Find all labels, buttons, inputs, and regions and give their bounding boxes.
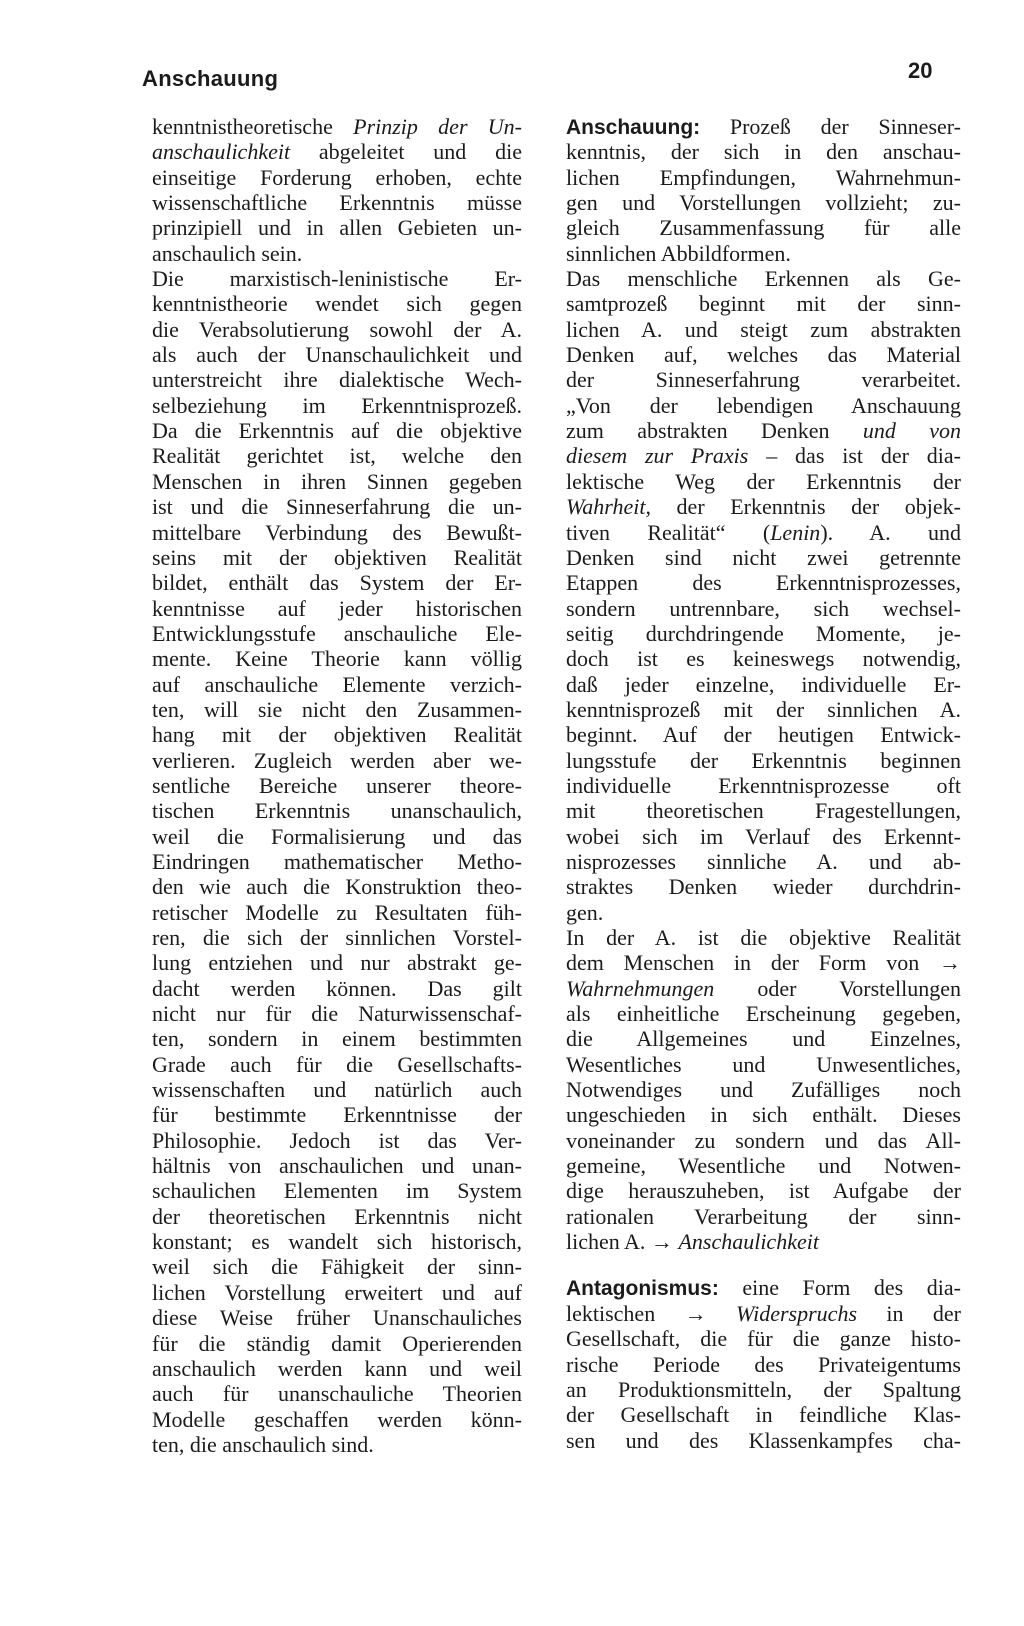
- text-line: kenntnisprozeß mit der sinnlichen A.: [566, 696, 961, 722]
- left-column: [152, 114, 522, 1457]
- text-line: bildet, enthält das System der Er-: [152, 570, 522, 596]
- text-line: anschaulich sein.: [152, 240, 303, 266]
- text-line: unterstreicht ihre dialektische Wech-: [152, 367, 522, 393]
- text-line: schaulichen Elementen im System: [152, 1178, 522, 1204]
- text-line: hang mit der objektiven Realität: [152, 722, 522, 748]
- text-line: der Sinneserfahrung verarbeitet.: [566, 367, 961, 393]
- text-line: verlieren. Zugleich werden aber we-: [152, 747, 522, 773]
- text-line: Modelle geschaffen werden könn-: [152, 1406, 522, 1432]
- text-line: an Produktionsmitteln, der Spaltung: [566, 1376, 961, 1402]
- text-line: zum abstrakten Denken und von: [566, 418, 962, 444]
- text-line: Wahrheit, der Erkenntnis der objek-: [566, 494, 961, 520]
- page-number: 20: [908, 58, 933, 83]
- text-line: individuelle Erkenntnisprozesse oft: [566, 772, 961, 798]
- text-line: als einheitliche Erscheinung gegeben,: [566, 1001, 961, 1027]
- text-line: voneinander zu sondern und das All-: [566, 1127, 961, 1153]
- text-line: dacht werden können. Das gilt: [152, 975, 522, 1001]
- text-line: weil sich die Fähigkeit der sinn-: [152, 1254, 522, 1280]
- text-line: diese Weise früher Unanschauliches: [152, 1305, 522, 1331]
- text-line: wissenschaften und natürlich auch: [152, 1077, 522, 1103]
- text-line: lungsstufe der Erkenntnis beginnen: [566, 747, 961, 773]
- text-line: lung entziehen und nur abstrakt ge-: [152, 950, 522, 976]
- text-line: Entwicklungsstufe anschauliche Ele-: [152, 620, 522, 646]
- text-line: Notwendiges und Zufälliges noch: [566, 1077, 961, 1103]
- text-line: In der A. ist die objektive Realität: [566, 925, 961, 950]
- text-line: straktes Denken wieder durchdrin-: [566, 874, 961, 900]
- text-line: kenntnis, der sich in den anschau-: [566, 139, 961, 165]
- text-line: ten, will sie nicht den Zusammen-: [152, 696, 522, 722]
- text-line: der theoretischen Erkenntnis nicht: [152, 1203, 522, 1229]
- text-line: lichen Empfindungen, Wahrnehmun-: [566, 164, 961, 190]
- text-line: tiven Realität“ (Lenin). A. und: [566, 519, 961, 545]
- text-line: für die ständig damit Operierenden: [152, 1330, 522, 1356]
- text-line: Antagonismus: eine Form des dia-: [566, 1275, 961, 1301]
- text-line: ten, sondern in einem bestimmten: [152, 1026, 522, 1052]
- text-line: der Gesellschaft in feindliche Klas-: [566, 1402, 961, 1428]
- text-line: Die marxistisch-leninistische Er-: [152, 266, 522, 292]
- text-line: sen und des Klassenkampfes cha-: [566, 1427, 961, 1453]
- text-line: Grade auch für die Gesellschafts-: [152, 1051, 522, 1077]
- text-line: Wahrnehmungen oder Vorstellungen: [566, 975, 961, 1001]
- text-line: Das menschliche Erkennen als Ge-: [566, 266, 961, 292]
- text-line: prinzipiell und in allen Gebieten un-: [152, 215, 522, 241]
- text-line: kenntnisse auf jeder historischen: [152, 595, 522, 621]
- text-line: doch ist es keineswegs notwendig,: [566, 646, 961, 672]
- text-line: Menschen in ihren Sinnen gegeben: [152, 468, 522, 494]
- text-line: diesem zur Praxis – das ist der dia-: [566, 443, 962, 469]
- text-line: lektische Weg der Erkenntnis der: [566, 468, 961, 494]
- text-line: nisprozesses sinnliche A. und ab-: [566, 848, 961, 874]
- text-line: konstant; es wandelt sich historisch,: [152, 1229, 522, 1255]
- text-line: mittelbare Verbindung des Bewußt-: [152, 519, 522, 545]
- text-line: anschaulichkeit abgeleitet und die: [152, 139, 522, 165]
- text-line: sinnlichen Abbildformen.: [566, 240, 791, 266]
- text-line: auch für unanschauliche Theorien: [152, 1381, 522, 1407]
- text-line: gen.: [566, 899, 604, 925]
- text-line: retischer Modelle zu Resultaten füh-: [152, 899, 522, 925]
- text-line: daß jeder einzelne, individuelle Er-: [566, 671, 961, 697]
- text-line: gemeine, Wesentliche und Notwen-: [566, 1153, 961, 1179]
- text-line: gen und Vorstellungen vollzieht; zu-: [566, 190, 961, 216]
- running-head: Anschauung: [142, 66, 279, 91]
- text-line: Anschauung: Prozeß der Sinneser-: [566, 114, 961, 139]
- text-line: die Verabsolutierung sowohl der A.: [152, 316, 522, 342]
- text-line: die Allgemeines und Einzelnes,: [566, 1026, 961, 1052]
- text-line: lichen Vorstellung erweitert und auf: [152, 1279, 522, 1305]
- text-line: kenntnistheoretische Prinzip der Un-: [152, 114, 523, 139]
- text-line: rationalen Verarbeitung der sinn-: [566, 1203, 961, 1229]
- text-line: den wie auch die Konstruktion theo-: [152, 874, 522, 900]
- text-line: ungeschieden in sich enthält. Dieses: [566, 1102, 961, 1128]
- text-line: ist und die Sinneserfahrung die un-: [152, 494, 522, 520]
- right-column: [566, 114, 961, 1453]
- text-line: samtprozeß beginnt mit der sinn-: [566, 291, 961, 317]
- text-line: seins mit der objektiven Realität: [152, 544, 522, 570]
- text-line: seitig durchdringende Momente, je-: [566, 620, 961, 646]
- text-line: lichen A. → Anschaulichkeit: [566, 1229, 819, 1255]
- text-line: Etappen des Erkenntnisprozesses,: [566, 570, 961, 596]
- text-line: sentliche Bereiche unserer theore-: [152, 772, 522, 798]
- text-line: dige herauszuheben, ist Aufgabe der: [566, 1178, 961, 1204]
- text-line: selbeziehung im Erkenntnisprozeß.: [152, 392, 522, 418]
- text-line: sondern untrennbare, sich wechsel-: [566, 595, 961, 621]
- text-line: „Von der lebendigen Anschauung: [566, 392, 961, 418]
- text-line: dem Menschen in der Form von →: [566, 950, 961, 976]
- text-line: Denken sind nicht zwei getrennte: [566, 544, 961, 570]
- text-line: kenntnistheorie wendet sich gegen: [152, 291, 522, 317]
- text-line: nicht nur für die Naturwissenschaf-: [152, 1001, 522, 1027]
- text-line: mit theoretischen Fragestellungen,: [566, 798, 961, 824]
- text-line: beginnt. Auf der heutigen Entwick-: [566, 722, 961, 748]
- entry-gap: [566, 1254, 961, 1275]
- text-line: einseitige Forderung erhoben, echte: [152, 164, 522, 190]
- text-line: Philosophie. Jedoch ist das Ver-: [152, 1127, 522, 1153]
- text-line: Eindringen mathematischer Metho-: [152, 848, 522, 874]
- text-line: Gesellschaft, die für die ganze histo-: [566, 1326, 961, 1352]
- text-line: anschaulich werden kann und weil: [152, 1355, 522, 1381]
- text-line: Da die Erkenntnis auf die objektive: [152, 418, 522, 444]
- text-line: als auch der Unanschaulichkeit und: [152, 342, 522, 368]
- text-line: ren, die sich der sinnlichen Vorstel-: [152, 925, 522, 950]
- text-line: lektischen → Widerspruchs in der: [566, 1300, 961, 1326]
- text-line: Wesentliches und Unwesentliches,: [566, 1051, 961, 1077]
- text-line: mente. Keine Theorie kann völlig: [152, 646, 522, 672]
- text-line: hältnis von anschaulichen und unan-: [152, 1153, 522, 1179]
- text-line: wobei sich im Verlauf des Erkennt-: [566, 823, 961, 849]
- text-line: Realität gerichtet ist, welche den: [152, 443, 522, 469]
- text-line: gleich Zusammenfassung für alle: [566, 215, 961, 241]
- text-line: rische Periode des Privateigentums: [566, 1351, 961, 1377]
- text-line: ten, die anschaulich sind.: [152, 1431, 374, 1457]
- text-line: wissenschaftliche Erkenntnis müsse: [152, 190, 522, 216]
- text-line: tischen Erkenntnis unanschaulich,: [152, 798, 522, 824]
- text-line: Denken auf, welches das Material: [566, 342, 961, 368]
- text-line: für bestimmte Erkenntnisse der: [152, 1102, 522, 1128]
- text-line: auf anschauliche Elemente verzich-: [152, 671, 522, 697]
- text-line: weil die Formalisierung und das: [152, 823, 522, 849]
- text-line: lichen A. und steigt zum abstrakten: [566, 316, 961, 342]
